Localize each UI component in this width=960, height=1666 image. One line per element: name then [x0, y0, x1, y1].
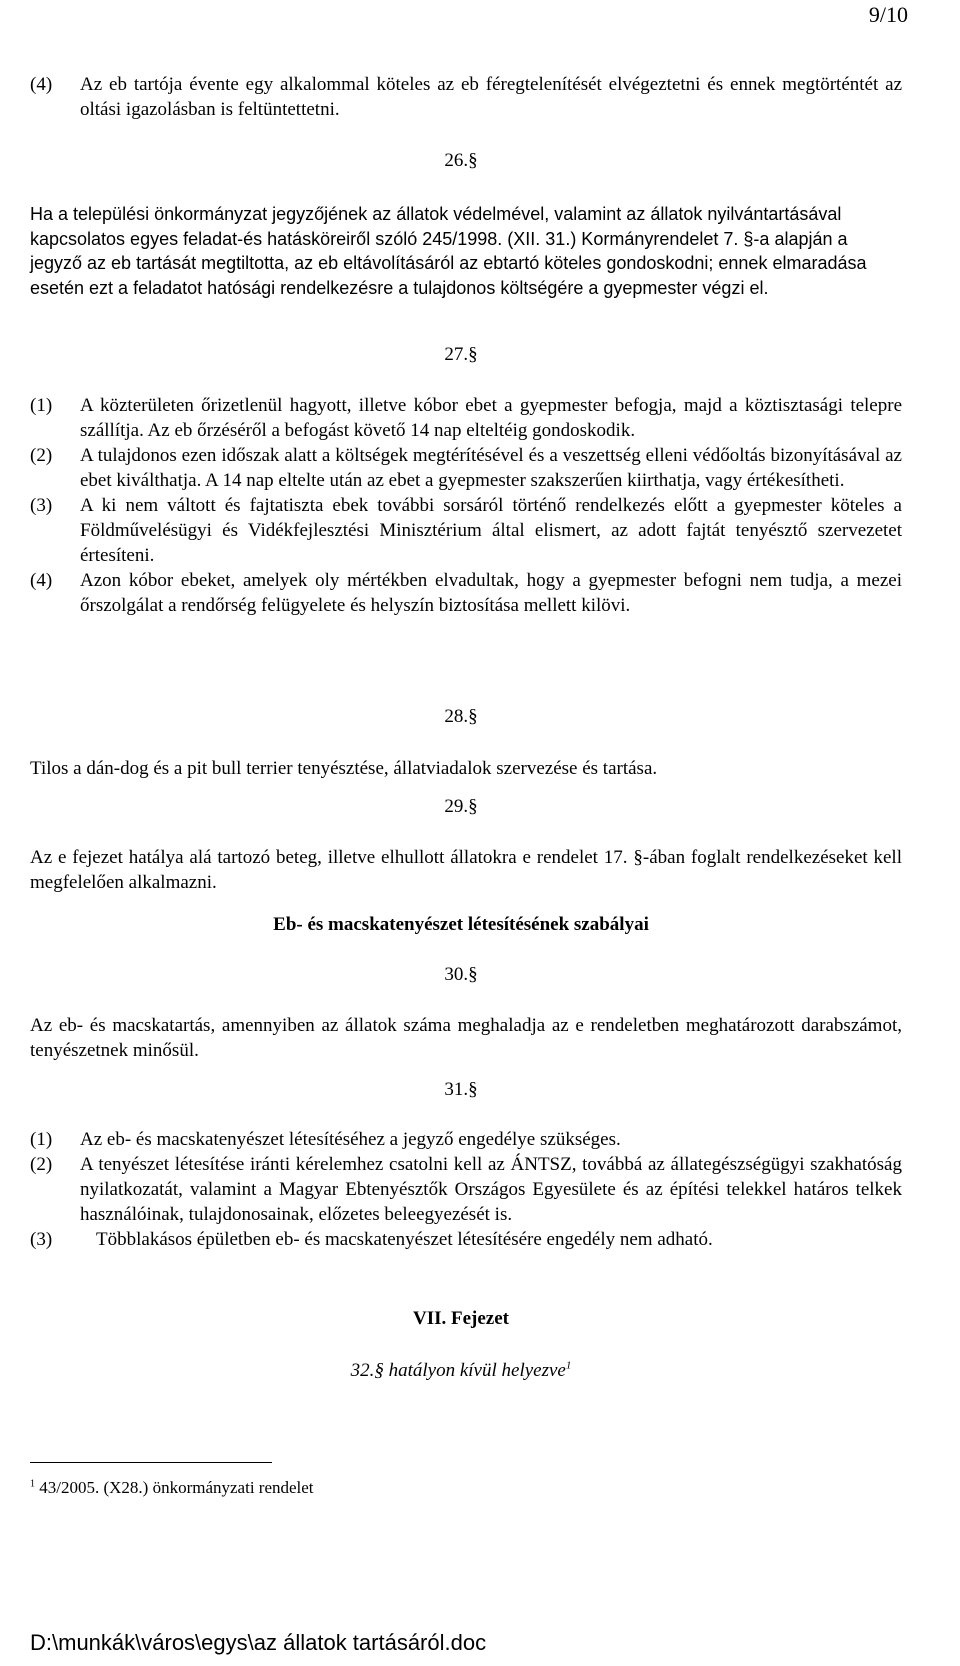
- section-27-items: [30, 393, 902, 618]
- section-31-title: 31.§: [444, 1079, 478, 1100]
- page-number: 9/10: [868, 2, 908, 27]
- footnote-text: 43/2005. (X28.) önkormányzati rendelet: [39, 1478, 314, 1497]
- item-number: (2): [30, 445, 53, 466]
- item-text: Azon kóbor ebeket, amelyek oly mértékben elvadultak, hogy a gyepmester befogni nem tudja, a mezei őrszolgálat a rendőrség felügyelete és helyszín biztosítása mellett kilövi.: [80, 570, 902, 616]
- footnote-marker: 1: [565, 1359, 572, 1372]
- intro-item: [30, 72, 902, 122]
- item-number: (2): [30, 1154, 53, 1175]
- item-text: Az eb- és macskatenyészet létesítéséhez a jegyző engedélye szükséges.: [80, 1129, 621, 1150]
- list-item: [30, 443, 902, 493]
- footnote-number: 1: [30, 1478, 35, 1490]
- section-29-text: Az e fejezet hatálya alá tartozó beteg, illetve elhullott állatokra e rendelet 17. §-ában foglalt rendelkezéseket kell megfelelően alkalmazni.: [30, 847, 902, 893]
- item-text: A ki nem váltott és fajtatiszta ebek további sorsáról történő rendelkezés előtt a gyepmester köteles a Földművelésügyi és Vidékfejlesztési Minisztérium által elismert, az adott fajtát tenyésztő szervezetet értesíteni.: [80, 495, 902, 566]
- item-text: A tenyészet létesítése iránti kérelemhez csatolni kell az ÁNTSZ, továbbá az állategészségügyi szakhatóság nyilatkozatát, valamint a Magyar Ebtenyésztők Országos Egyesülete és az építési telekkel határos telkek használóinak, tulajdonosainak, előzetes beleegyezését is.: [80, 1154, 902, 1225]
- list-item: [30, 393, 902, 443]
- item-number: (1): [30, 395, 53, 416]
- section-32-title: [0, 1358, 922, 1383]
- item-number: (3): [30, 495, 53, 516]
- chapter-heading: Eb- és macskatenyészet létesítésének szabályai: [273, 914, 649, 935]
- item-number: (3): [30, 1229, 53, 1250]
- section-32-text: 32.§ hatályon kívül helyezve: [350, 1360, 566, 1381]
- section-26-text-b: §-a alapján a jegyző az eb tartását megtiltotta, az eb eltávolításáról az ebtartó köteles gondoskodni; ennek elmaradása esetén ezt a feladatot hatósági rendelkezésre a tulajdonos költségére a gyepmester végzi el.: [30, 228, 867, 298]
- footnote-separator: [30, 1462, 272, 1463]
- section-28-title: 28.§: [444, 706, 478, 727]
- list-item: [30, 1127, 902, 1152]
- file-path-footer: D:\munkák\város\egys\az állatok tartásáról.doc: [30, 1630, 487, 1655]
- item-number: (4): [30, 570, 53, 591]
- list-item: [30, 1152, 902, 1227]
- chapter-title: VII. Fejezet: [412, 1308, 509, 1329]
- section-26-title: 26.§: [444, 150, 478, 171]
- list-item: [30, 568, 902, 618]
- list-item: [30, 493, 902, 568]
- item-text: A közterületen őrizetlenül hagyott, illetve kóbor ebet a gyepmester befogja, majd a köztisztasági telepre szállítja. Az eb őrzéséről a befogást követő 14 nap elteltéig gondoskodik.: [80, 395, 902, 441]
- item-text: Az eb tartója évente egy alkalommal köteles az eb féregtelenítését elvégeztetni és ennek megtörténtét az oltási igazolásban is feltüntettetni.: [80, 74, 902, 120]
- list-item: [30, 1227, 902, 1252]
- section-28-text: Tilos a dán-dog és a pit bull terrier tenyésztése, állatviadalok szervezése és tartása.: [30, 758, 658, 779]
- section-31-items: [30, 1127, 902, 1252]
- section-30-title: 30.§: [444, 964, 478, 985]
- item-text: Többlakásos épületben eb- és macskatenyészet létesítésére engedély nem adható.: [96, 1229, 713, 1250]
- section-26-text-a: Ha a települési önkormányzat jegyzőjének az állatok védelmével, valamint az állatok nyilvántartásával kapcsolatos egyes feladat-és hatásköreiről szóló 245/1998. (XII. 31.) Kormányrendelet 7.: [30, 204, 842, 249]
- footnote: [30, 1475, 314, 1500]
- section-26-text: [30, 202, 902, 300]
- item-number: (4): [30, 74, 53, 95]
- item-text: A tulajdonos ezen időszak alatt a költségek megtérítésével és a veszettség elleni védőoltás bizonyításával az ebet kiválthatja. A 14 nap eltelte után az ebet a gyepmester szakszerűen kiirthatja, vagy értékesítheti.: [80, 445, 902, 491]
- section-30-text: Az eb- és macskatartás, amennyiben az állatok száma meghaladja az e rendeletben meghatározott darabszámot, tenyészetnek minősül.: [30, 1015, 902, 1061]
- section-29-title: 29.§: [444, 796, 478, 817]
- item-number: (1): [30, 1129, 53, 1150]
- section-27-title: 27.§: [444, 344, 478, 365]
